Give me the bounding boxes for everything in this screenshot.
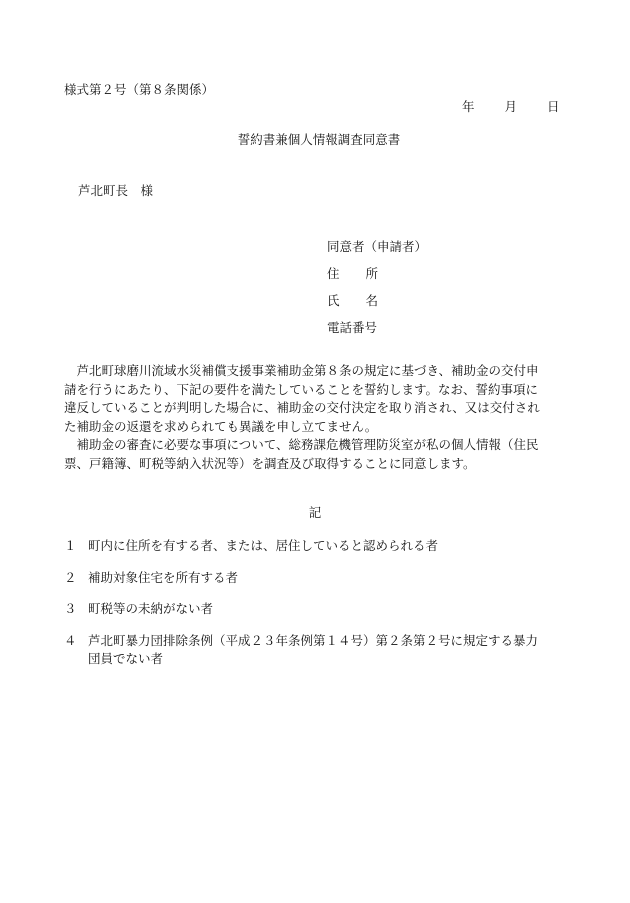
requirement-number: ２ [64,569,77,585]
requirement-number: ３ [64,601,77,616]
addressee: 芦北町長 様 [78,183,154,198]
date-day-label: 日 [547,99,560,114]
address-label-char-2: 所 [365,266,379,281]
requirement-text: 町税等の未納がない者 [88,601,214,616]
declaration-line: 芦北町球磨川流域水災補償支援事業補助金第８条の規定に基づき、補助金の交付申 [64,363,539,378]
document-title: 誓約書兼個人情報調査同意書 [237,132,401,147]
note-heading: 記 [308,505,322,520]
requirement-number: ４ [64,632,77,648]
name-label-char-2: 名 [365,293,379,308]
declaration-line: 違反していることが判明した場合に、補助金の交付決定を取り消され、又は交付され [64,400,540,415]
requirement-text: 町内に住所を有する者、または、居住していると認められる者 [88,538,439,553]
requirements-list [64,537,584,682]
form-number: 様式第２号（第８条関係） [64,82,215,97]
requirement-text: 芦北町暴力団排除条例（平成２３年条例第１４号）第２条第２号に規定する暴力 [88,632,539,648]
date-month-label: 月 [504,99,518,114]
requirement-item [64,569,584,588]
applicant-address-label [327,264,378,282]
date-year-label: 年 [462,99,475,114]
applicant-heading: 同意者（申請者） [327,239,428,254]
declaration-line: 補助金の審査に必要な事項について、総務課危機管理防災室が私の個人情報（住民 [64,437,539,452]
requirement-text: 補助対象住宅を所有する者 [88,569,239,585]
applicant-name-label [327,291,378,309]
requirement-item [64,537,584,556]
name-label-char-1: 氏 [327,293,340,308]
address-label-char-1: 住 [327,266,340,281]
requirement-number: １ [64,538,77,553]
declaration-body [64,362,574,473]
requirement-item [64,632,584,669]
declaration-line: た補助金の返還を求められても異議を申し立てません。 [64,418,378,434]
declaration-line: 票、戸籍簿、町税等納入状況等）を調査及び取得することに同意します。 [64,455,476,471]
applicant-phone-label: 電話番号 [327,320,378,335]
requirement-item [64,600,584,619]
date-line [462,97,560,115]
requirement-text: 団員でない者 [88,651,164,666]
declaration-line: 請を行うにあたり、下記の要件を満たしていることを誓約します。なお、誓約事項に [64,381,539,397]
